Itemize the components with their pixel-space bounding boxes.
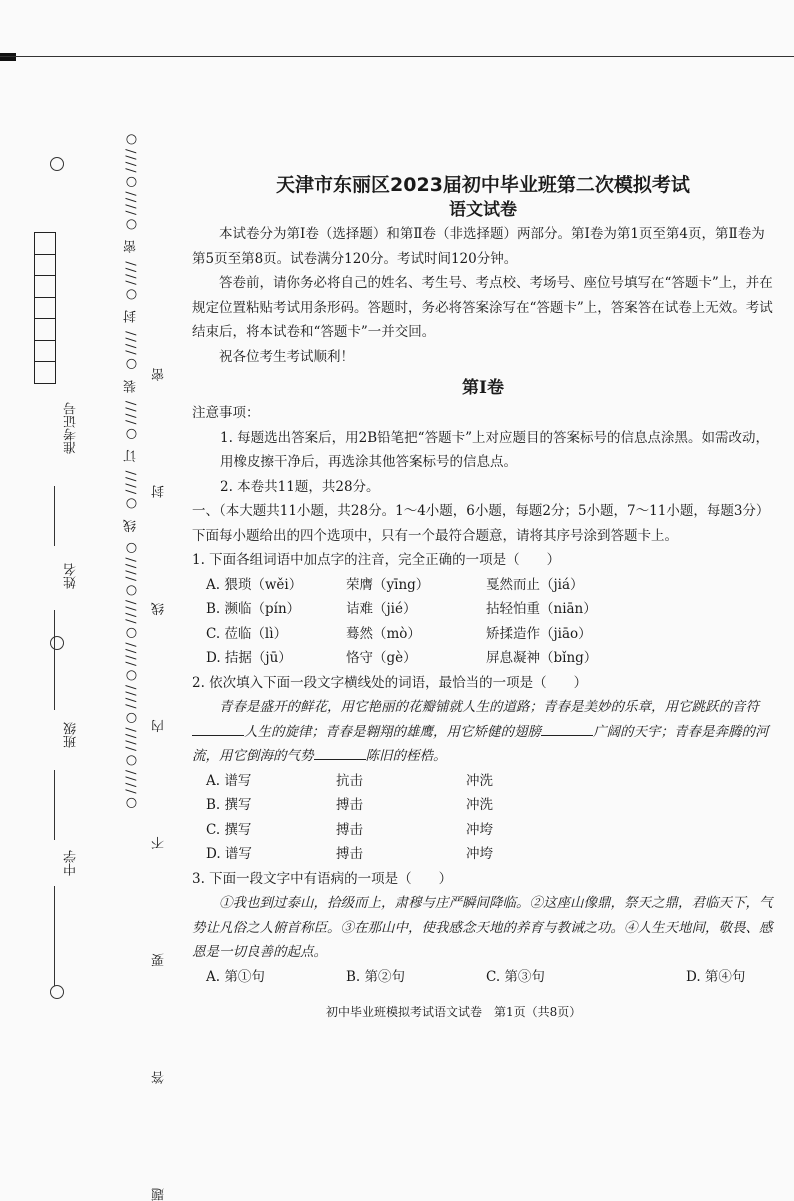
q3-option-b[interactable]: B. 第②句: [346, 968, 406, 985]
q1-option-a[interactable]: A. 猥琐（wěi） 荣膺（yīng） 戛然而止（jiá）: [206, 576, 584, 593]
page-top-border: [0, 56, 794, 57]
q1-option-d[interactable]: D. 拮据（jū） 恪守（gè） 屏息凝神（bǐng）: [206, 650, 598, 666]
name-line[interactable]: [54, 610, 55, 710]
name-label: 姓名: [64, 563, 79, 589]
q3-options: [192, 965, 774, 990]
binding-hole-top: [50, 157, 64, 171]
note-2: 2. 本卷共11题，共28分。: [220, 478, 380, 495]
q3-stem: 3. 下面一段文字中有语病的一项是（ ）: [192, 870, 453, 887]
page-footer: 初中毕业班模拟考试语文试卷 第1页（共8页）: [326, 1005, 582, 1019]
q2-option-c[interactable]: C. 撰写 搏击 冲垮: [206, 821, 493, 838]
exam-id-grid[interactable]: [34, 232, 56, 384]
q1-stem: 1. 下面各组词语中加点字的注音，完全正确的一项是（ ）: [192, 552, 561, 568]
intro-paragraph-3: 祝各位考生考试顺利！: [219, 348, 354, 365]
volume-heading: 第Ⅰ卷: [462, 378, 504, 398]
q3-option-d[interactable]: D. 第④句: [686, 968, 746, 985]
q1-options: [192, 573, 774, 671]
binding-hole-bottom: [50, 985, 64, 999]
q3-option-c[interactable]: C. 第③句: [486, 968, 545, 985]
binding-hole-middle: [50, 636, 64, 650]
q1-option-b[interactable]: B. 濒临（pín） 诘难（jié） 拈轻怕重（niān）: [206, 601, 597, 617]
section-instructions: 下面每小题给出的四个选项中，只有一个最符合题意，请将其序号涂到答题卡上。: [192, 527, 678, 544]
q2-stem: 2. 依次填入下面一段文字横线处的词语，最恰当的一项是（ ）: [192, 674, 588, 691]
school-label: 中学: [64, 850, 79, 876]
note-1: 1. 每题选出答案后，用2B铅笔把“答题卡”上对应题目的答案标号的信息点涂黑。如需改动，用橡皮擦干净后，再选涂其他答案标号的信息点。: [220, 429, 769, 470]
q2-passage: 青春是盛开的鲜花，用它艳丽的花瓣铺就人生的道路；青春是美妙的乐章，用它跳跃的音符人生的旋律；青春是翱翔的雄鹰，用它矫健的翅膀 广阔的天宇；青春是奔腾的河流，用它倒海的气势 陈旧的桎梏。: [192, 699, 769, 764]
exam-content: [192, 172, 774, 989]
q2-blank-3[interactable]: [314, 745, 366, 760]
section-heading: 一、（本大题共11小题，共28分。1～4小题，6小题，每题2分；5小题，7～11小题，每题3分）: [192, 503, 770, 519]
class-label: 班级: [64, 722, 79, 748]
class-line[interactable]: [54, 770, 55, 840]
q2-blank-1[interactable]: [192, 721, 244, 736]
q2-blank-2[interactable]: [541, 721, 593, 736]
seal-line-strip: [122, 130, 142, 1010]
exam-title: 天津市东丽区2023届初中毕业班第二次模拟考试: [276, 174, 690, 196]
intro-paragraph-1: 本试卷分为第Ⅰ卷（选择题）和第Ⅱ卷（非选择题）两部分。第Ⅰ卷为第1页至第4页，第Ⅱ卷为第5页至第8页。试卷满分120分。考试时间120分钟。: [192, 226, 765, 267]
scan-corner-mark: [0, 53, 16, 61]
seal-inner-warning: 题 答 要 不 内 线 封 密: [152, 318, 167, 1201]
notes-label: 注意事项：: [192, 405, 260, 421]
q3-passage: ①我也到过泰山，拾级而上，肃穆与庄严瞬间降临。②这座山像鼎，祭天之鼎，君临天下，气势让凡俗之人俯首称臣。③在那山中，使我感念天地的养育与教诫之功。④人生天地间，敬畏、感恩是一切良善的起点。: [192, 895, 773, 960]
school-line[interactable]: [54, 886, 55, 986]
q2-option-a[interactable]: A. 谱写 抗击 冲洗: [206, 772, 493, 789]
q1-option-c[interactable]: C. 莅临（lì） 蓦然（mò） 矫揉造作（jiāo）: [206, 625, 592, 642]
q2-option-b[interactable]: B. 撰写 搏击 冲洗: [206, 797, 493, 813]
q2-options: [192, 769, 774, 867]
exam-id-line: [54, 486, 55, 546]
q2-option-d[interactable]: D. 谱写 搏击 冲垮: [206, 846, 493, 862]
exam-id-label: 准考证号: [64, 402, 79, 454]
exam-subtitle: 语文试卷: [449, 200, 517, 220]
intro-paragraph-2: 答卷前，请你务必将自己的姓名、考生号、考点校、考场号、座位号填写在“答题卡”上，并在规定位置粘贴考试用条形码。答题时，务必将答案涂写在“答题卡”上，答案答在试卷上无效。考试结束后，将本试卷和“答题卡”一并交回。: [192, 275, 773, 340]
q3-option-a[interactable]: A. 第①句: [206, 968, 265, 985]
seal-line-text: ○////○////○////○////○////○////○ 线 ○//// 订 ○//// 装 ○//// 封 ○//// 密 ○////○////○: [124, 130, 139, 811]
